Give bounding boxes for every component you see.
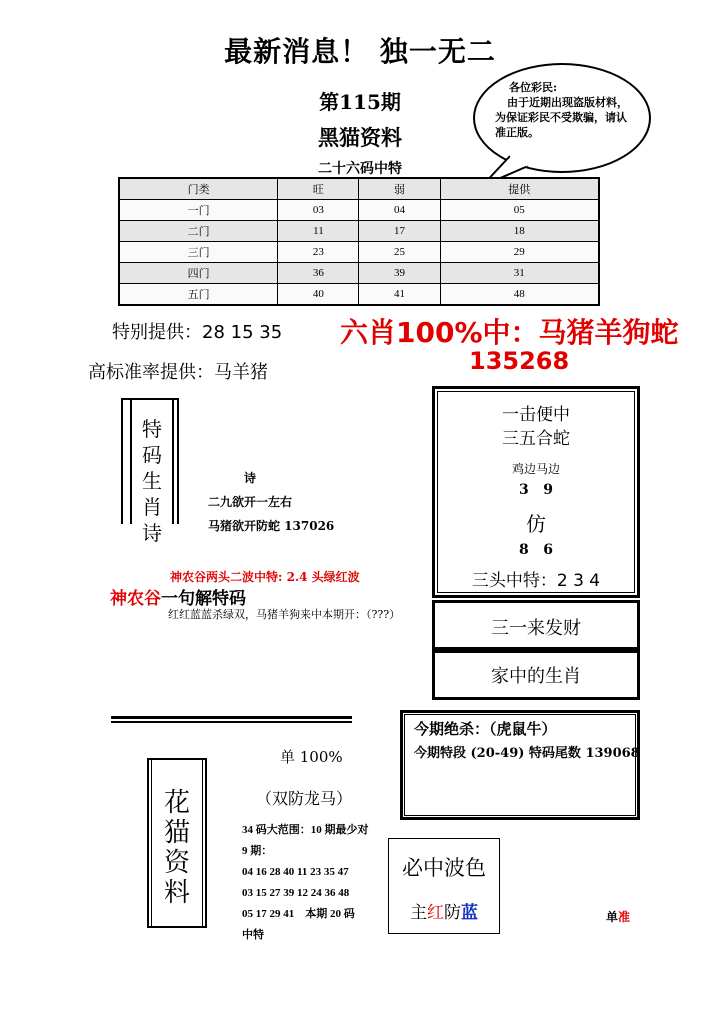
table-cell: 36 [278, 263, 359, 284]
table-row [119, 200, 599, 221]
range-line: 34 码大范围：10 期最少对 [242, 824, 369, 836]
table-cell: 11 [278, 221, 359, 242]
huamao-char: 料 [163, 878, 190, 908]
yiji-row1: 3 9 [518, 482, 554, 498]
table-cell: 五门 [119, 284, 278, 306]
shennong-brand: 神农谷 [110, 589, 161, 609]
shennong-title: 一句解特码 [161, 589, 246, 609]
yiji-sub: 三五合蛇 [502, 429, 570, 449]
table-row [119, 263, 599, 284]
huamao-char: 资 [163, 848, 190, 878]
section-title: 二十六码中特 [318, 161, 402, 177]
range-line: 9 期： [242, 845, 273, 857]
range-line: 03 15 27 39 12 24 36 48 [242, 887, 350, 899]
tema-char: 生 [142, 469, 162, 493]
table-header: 旺 [278, 178, 359, 200]
shennong-red-line: 神农谷两头二波中特: 2.4 头绿红波 [170, 570, 360, 584]
special-offer: 特别提供：28 15 35 [112, 322, 283, 343]
dan-zhun [606, 908, 630, 925]
box-sanyi: 三一来发财 [491, 618, 581, 639]
table-cell: 18 [440, 221, 599, 242]
table-header: 弱 [359, 178, 440, 200]
tema-vertical-title [132, 416, 172, 545]
poem-line: 二九欲开一左右 [208, 495, 293, 509]
yiji-row2: 8 6 [518, 542, 554, 558]
table-cell: 31 [440, 263, 599, 284]
table-cell: 03 [278, 200, 359, 221]
shennong-desc: 红红蓝蓝杀绿双，马猪羊狗来中本期开：（???） [168, 608, 401, 621]
divider [111, 716, 352, 719]
bose-main [388, 898, 500, 923]
table-cell: 29 [440, 242, 599, 263]
table-cell: 41 [359, 284, 440, 306]
tema-char: 特 [142, 417, 162, 441]
table-cell: 40 [278, 284, 359, 306]
huamao-char: 猫 [163, 818, 190, 848]
huamao-vertical-title [152, 788, 202, 908]
jinqi-kill: 今期绝杀：（虎鼠牛） [414, 720, 557, 738]
table-row [119, 284, 599, 306]
notice-line1: 各位彩民: [509, 81, 558, 94]
table-cell: 23 [278, 242, 359, 263]
dan-label: 单 [606, 910, 619, 924]
table-cell: 48 [440, 284, 599, 306]
table-cell: 04 [359, 200, 440, 221]
table-header: 门类 [119, 178, 278, 200]
jinqi-range: 今期特段 (20-49) 特码尾数 139068 [414, 746, 640, 761]
bose-zhu: 主 [410, 903, 427, 923]
table-header-row [119, 178, 599, 200]
notice-text [495, 80, 633, 140]
poem-title: 诗 [244, 471, 257, 485]
range-list [242, 820, 382, 946]
box-jiazhong: 家中的生肖 [491, 666, 581, 687]
dan-100: 单 100% [280, 748, 343, 766]
notice-line2: 由于近期出现盗版材料，为保证彩民不受欺骗，请认准正版。 [495, 96, 628, 139]
shuangfang: （双防龙马） [256, 789, 353, 808]
range-line: 05 17 29 41 本期 20 码 [242, 908, 355, 920]
high-standard-offer: 高标准率提供：马羊猪 [88, 362, 268, 383]
tema-char: 诗 [142, 521, 162, 545]
page-title: 最新消息！ 独一无二 [224, 35, 496, 68]
six-zodiac-headline: 六肖100%中：马猪羊狗蛇 [340, 316, 679, 349]
tema-char: 码 [142, 443, 162, 467]
menlei-table [118, 177, 600, 306]
table-header: 提供 [440, 178, 599, 200]
yiji-santou: 三头中特：2 3 4 [471, 571, 601, 591]
range-line: 中特 [242, 929, 264, 941]
table-cell: 二门 [119, 221, 278, 242]
bose-hong: 红 [427, 903, 444, 923]
table-cell: 四门 [119, 263, 278, 284]
heimao-title: 黑猫资料 [318, 125, 402, 150]
huamao-char: 花 [163, 788, 190, 818]
yiji-sub2: 鸡边马边 [511, 462, 560, 476]
yiji-title: 一击便中 [502, 405, 570, 425]
six-zodiac-number: 135268 [469, 347, 570, 375]
table-cell: 05 [440, 200, 599, 221]
table-cell: 39 [359, 263, 440, 284]
bose-fang: 防 [444, 903, 461, 923]
tema-poem [208, 466, 334, 538]
bose-lan: 蓝 [461, 903, 478, 923]
yiji-fang: 仿 [526, 512, 546, 536]
issue-number: 第115期 [319, 90, 401, 114]
poem-line: 马猪欲开防蛇 137026 [208, 519, 335, 533]
range-line: 04 16 28 40 11 23 35 47 [242, 866, 349, 878]
table-cell: 25 [359, 242, 440, 263]
zhun-label: 准 [618, 910, 631, 924]
bose-title: 必中波色 [402, 856, 486, 880]
table-cell: 17 [359, 221, 440, 242]
table-row [119, 221, 599, 242]
table-cell: 三门 [119, 242, 278, 263]
divider [111, 721, 352, 723]
tema-char: 肖 [142, 495, 162, 519]
table-row [119, 242, 599, 263]
table-cell: 一门 [119, 200, 278, 221]
